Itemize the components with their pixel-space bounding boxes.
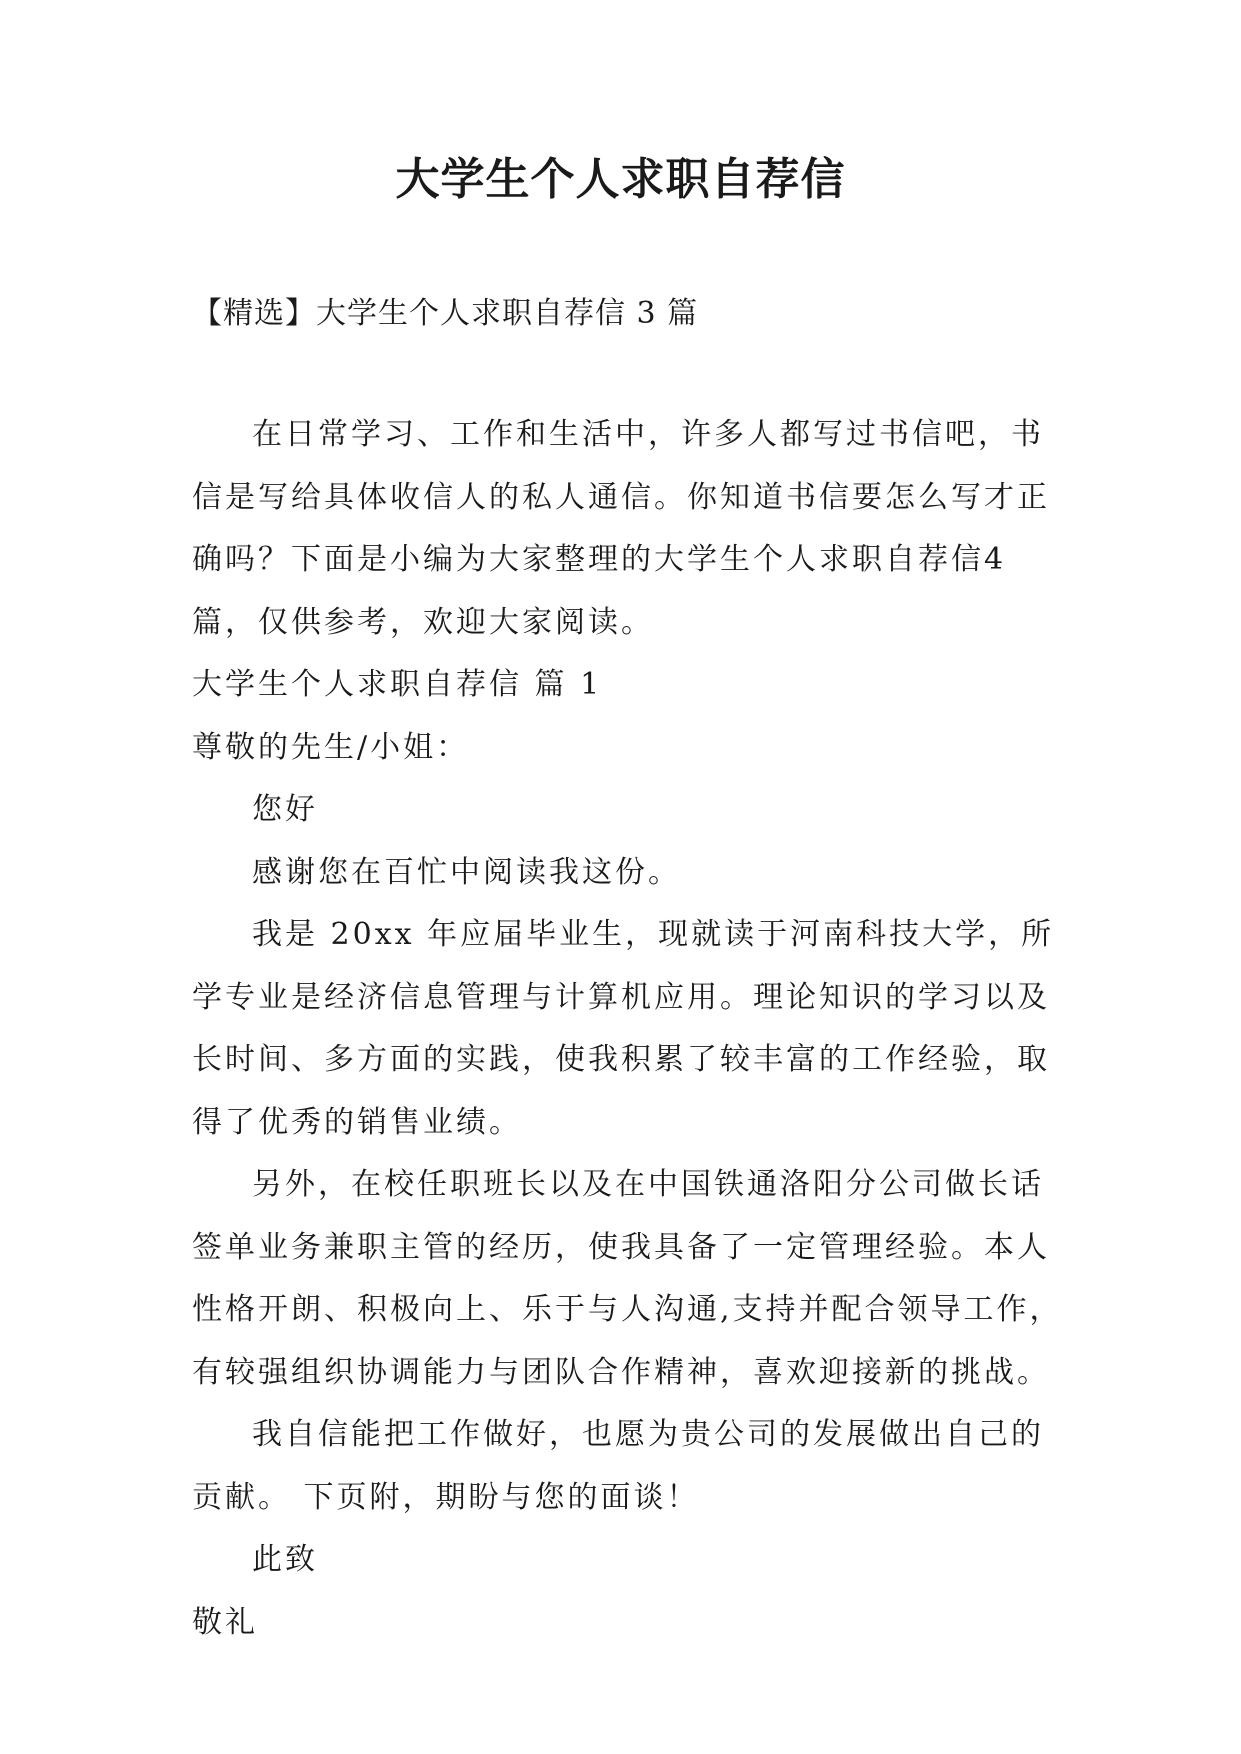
regards: 敬礼 [192,1604,258,1640]
experience-paragraph: 另外，在校任职班长以及在中国铁通洛阳分公司做长话签单业务兼职主管的经历，使我具备了一定管理经验。本人性格开朗、积极向上、乐于与人沟通,支持并配合领导工作，有较强组织协调能力与团队合作精神，喜欢迎接新的挑战。 [192,1167,1063,1390]
salutation: 尊敬的先生/小姐： [192,729,470,765]
greeting: 您好 [252,792,318,827]
document-body [192,404,1072,1654]
thanks-paragraph: 感谢您在百忙中阅读我这份。 [252,854,681,890]
background-paragraph: 我是 20xx 年应届毕业生，现就读于河南科技大学，所学专业是经济信息管理与计算机应用。理论知识的学习以及长时间、多方面的实践，使我积累了较丰富的工作经验，取得了优秀的销售业绩。 [192,917,1055,1140]
closing-phrase: 此致 [252,1542,318,1577]
section-heading: 大学生个人求职自荐信 篇 1 [192,667,603,702]
intro-paragraph: 在日常学习、工作和生活中，许多人都写过书信吧，书信是写给具体收信人的私人通信。你知道书信要怎么写才正确吗？下面是小编为大家整理的大学生个人求职自荐信4篇，仅供参考，欢迎大家阅读。 [192,417,1050,640]
closing-paragraph: 我自信能把工作做好，也愿为贵公司的发展做出自己的贡献。 下页附，期盼与您的面谈！ [192,1417,1044,1515]
document-subtitle: 【精选】大学生个人求职自荐信 3 篇 [192,296,699,331]
document-title: 大学生个人求职自荐信 [395,154,846,205]
